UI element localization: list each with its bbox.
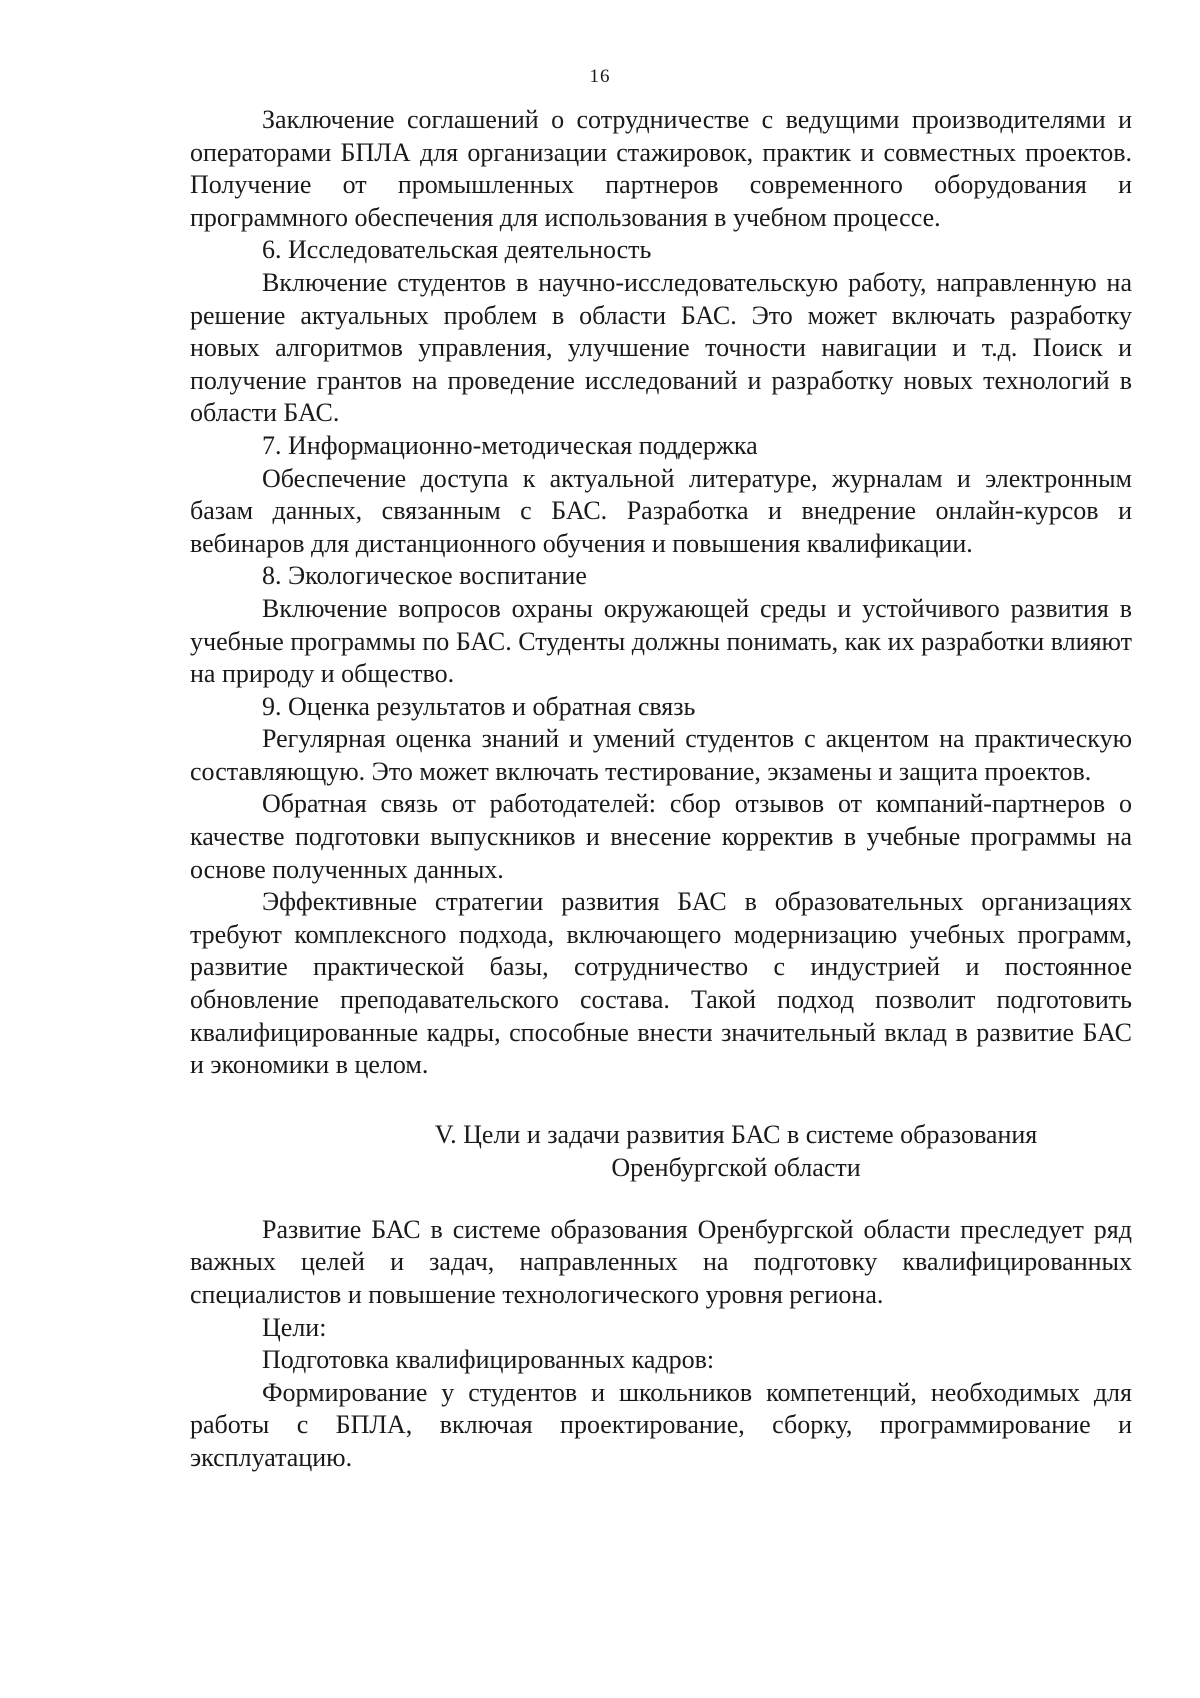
paragraph-ecology: Включение вопросов охраны окружающей среды и устойчивого развития в учебные программы по БАС. Студенты должны понимать, как их разработки влияют на природу и общество.: [190, 593, 1132, 689]
paragraph-competencies: Формирование у студентов и школьников компетенций, необходимых для работы с БПЛА, включая проектирование, сборку, программирование и эксплуатацию.: [190, 1377, 1132, 1472]
subheading-goals: Цели:: [262, 1312, 327, 1342]
subheading-research: 6. Исследовательская деятельность: [262, 235, 652, 265]
paragraph-research: Включение студентов в научно-исследовательскую работу, направленную на решение актуальных проблем в области БАС. Это может включать разработку новых алгоритмов управления, улучшение точности навигации и т.д. Поиск и получение грантов на проведение исследований и разработку новых технологий в области БАС.: [190, 267, 1132, 428]
section-title: [190, 1118, 1132, 1184]
paragraph-assessment: Регулярная оценка знаний и умений студентов с акцентом на практическую составляющую. Это может включать тестирование, экзамены и защита проектов.: [190, 724, 1132, 786]
subheading-assessment: 9. Оценка результатов и обратная связь: [262, 691, 696, 721]
subheading-training: Подготовка квалифицированных кадров:: [262, 1345, 715, 1375]
paragraph-strategies: Эффективные стратегии развития БАС в образовательных организациях требуют комплексного подхода, включающего модернизацию учебных программ, развитие практической базы, сотрудничество с индустрией и постоянное обновление преподавательского состава. Такой подход позволит подготовить квалифицированные кадры, способные внести значительный вклад в развитие БАС и экономики в целом.: [190, 887, 1132, 1080]
document-body: [190, 104, 1132, 1475]
paragraph-cooperation: Заключение соглашений о сотрудничестве с ведущими производителями и операторами БПЛА для организации стажировок, практик и совместных проектов. Получение от промышленных партнеров современного оборудования и программного обеспечения для использования в учебном процессе.: [190, 105, 1132, 232]
section-title-line-1: V. Цели и задачи развития БАС в системе образования: [434, 1119, 1038, 1149]
subheading-info-support: 7. Информационно-методическая поддержка: [262, 430, 758, 460]
page-number: 16: [589, 66, 611, 87]
paragraph-section-intro: Развитие БАС в системе образования Оренбургской области преследует ряд важных целей и задач, направленных на подготовку квалифицированных специалистов и повышение технологического уровня региона.: [190, 1214, 1132, 1309]
paragraph-feedback: Обратная связь от работодателей: сбор отзывов от компаний-партнеров о качестве подготовки выпускников и внесение корректив в учебные программы на основе полученных данных.: [190, 789, 1132, 884]
paragraph-info-support: Обеспечение доступа к актуальной литературе, журналам и электронным базам данных, связанным с БАС. Разработка и внедрение онлайн-курсов и вебинаров для дистанционного обучения и повышения квалификации.: [190, 463, 1132, 558]
section-title-line-2: Оренбургской области: [611, 1152, 861, 1182]
subheading-ecology: 8. Экологическое воспитание: [262, 561, 587, 591]
